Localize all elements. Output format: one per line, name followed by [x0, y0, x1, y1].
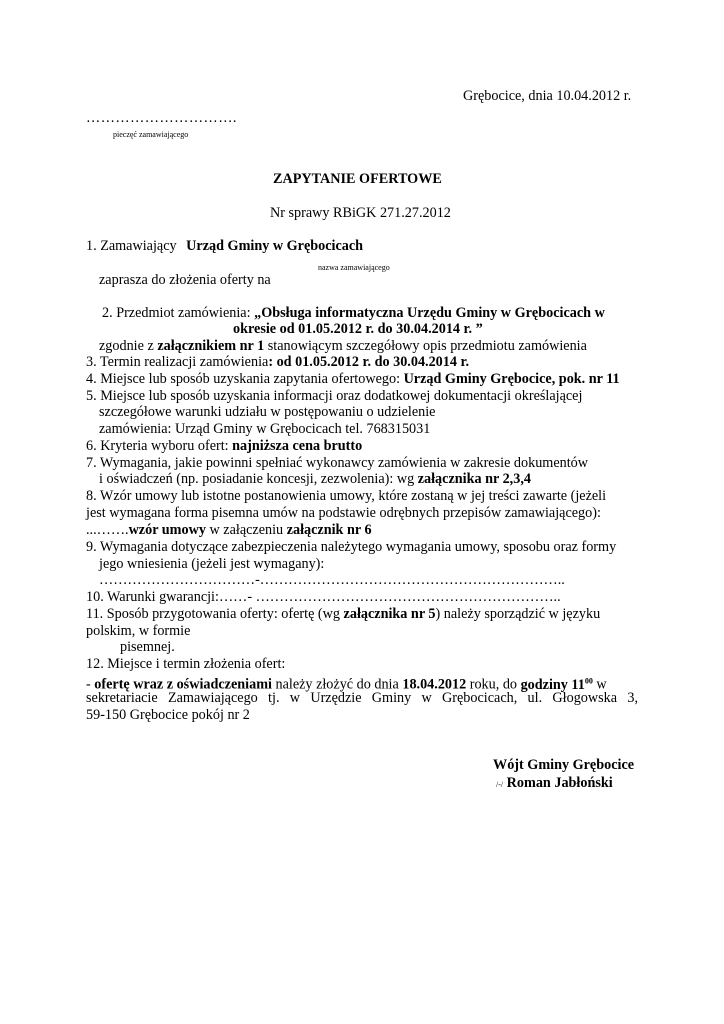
section-11-line-1: 11. Sposób przygotowania oferty: ofertę (wg załącznika nr 5) należy sporządzić w języku — [86, 606, 601, 622]
stamp-dots: …………………………. — [86, 110, 237, 126]
section-12-line-2: sekretariacie Zamawiającego tj. w Urzędzie Gminy w Grębocicach, ul. Głogowska 3, — [86, 690, 638, 706]
section-11-line-2: polskim, w formie — [86, 623, 191, 639]
section-12-line-1: - ofertę wraz z oświadczeniami należy złożyć do dnia 18.04.2012 roku, do godziny $11^{00}$ w — [86, 676, 607, 693]
attachment-5: załącznika nr 5 — [343, 606, 436, 622]
authority-name-caption: nazwa zamawiającego — [318, 263, 390, 272]
signature-mark: /-/ — [496, 780, 504, 789]
document-title: ZAPYTANIE OFERTOWE — [273, 171, 442, 187]
selection-criteria: najniższa cena brutto — [232, 438, 363, 454]
offer-with-declarations: ofertę wraz z oświadczeniami — [94, 676, 272, 693]
section-8-line-1: 8. Wzór umowy lub istotne postanowienia umowy, które zostaną w jej treści zawarte (jeżeli — [86, 488, 607, 504]
section-7-line-2: i oświadczeń (np. posiadanie koncesji, zezwolenia): wg załącznika nr 2,3,4 — [99, 471, 531, 487]
section-5-line-2: szczegółowe warunki udziału w postępowaniu o udzielenie — [99, 404, 436, 420]
case-number: Nr sprawy RBiGK 271.27.2012 — [270, 205, 451, 221]
section-9-line-1: 9. Wymagania dotyczące zabezpieczenia należytego wymagania umowy, sposobu oraz formy — [86, 539, 617, 555]
section-1 — [86, 237, 363, 255]
invite-text: zaprasza do złożenia oferty na — [99, 272, 271, 288]
attachments-2-3-4: załącznika nr 2,3,4 — [417, 471, 531, 487]
signature-title: Wójt Gminy Grębocice — [493, 757, 635, 773]
section-12-label: 12. Miejsce i termin złożenia ofert: — [86, 656, 286, 672]
contracting-authority-name: Urząd Gminy w Grębocicach — [186, 238, 364, 254]
section-4: 4. Miejsce lub sposób uzyskania zapytania ofertowego: Urząd Gminy Grębocice, pok. nr 11 — [86, 371, 620, 387]
stamp-label: pieczęć zamawiającego — [113, 130, 189, 139]
section-2-label: 2. Przedmiot zamówienia: — [102, 305, 255, 321]
section-3: 3. Termin realizacji zamówienia: od 01.05.2012 r. do 30.04.2014 r. — [86, 354, 470, 370]
section-12-line-3: 59-150 Grębocice pokój nr 2 — [86, 707, 250, 723]
section-11-line-3: pisemnej. — [120, 639, 175, 655]
section-9-line-3: ……………………………-……………………………………………………….. — [99, 572, 565, 588]
place-date: Grębocice, dnia 10.04.2012 r. — [463, 88, 632, 104]
section-9-line-2: jego wniesienia (jeżeli jest wymagany): — [99, 556, 325, 572]
signatory-name: Roman Jabłoński — [506, 775, 613, 791]
section-5-line-3: zamówienia: Urząd Gminy w Grębocicach tel. 768315031 — [99, 421, 431, 437]
section-7-line-1: 7. Wymagania, jakie powinni spełniać wykonawcy zamówienia w zakresie dokumentów — [86, 455, 588, 471]
attachment-6: załącznik nr 6 — [286, 522, 372, 538]
section-8-line-2: jest wymagana forma pisemna umów na podstawie odrębnych przepisów zamawiającego): — [86, 505, 601, 521]
realization-period: : od 01.05.2012 r. do 30.04.2014 r. — [268, 354, 470, 370]
inquiry-place: Urząd Gminy Grębocice, pok. nr 11 — [403, 371, 620, 387]
section-6: 6. Kryteria wyboru ofert: najniższa cena brutto — [86, 438, 363, 454]
subject-line-2: okresie od 01.05.2012 r. do 30.04.2014 r. ” — [233, 321, 483, 337]
section-1-label: 1. Zamawiający — [86, 238, 177, 254]
signature-name-line — [496, 774, 613, 794]
section-8-line-3: ...…….wzór umowy w załączeniu załącznik nr 6 — [86, 522, 372, 538]
deadline-date: 18.04.2012 — [402, 676, 467, 693]
section-10: 10. Warunki gwarancji:……- ……………………………………………………….. — [86, 589, 561, 605]
subject-line-1: „Obsługa informatyczna Urzędu Gminy w Grębocicach w — [254, 305, 605, 321]
deadline-hour: godziny $11^{00}$ — [520, 676, 593, 693]
contract-template: wzór umowy — [128, 522, 206, 538]
section-2-attachment: zgodnie z załącznikiem nr 1 stanowiącym szczegółowy opis przedmiotu zamówienia — [99, 338, 587, 354]
section-5-line-1: 5. Miejsce lub sposób uzyskania informacji oraz dodatkowej dokumentacji określającej — [86, 388, 583, 404]
attachment-1: załącznikiem nr 1 — [157, 338, 265, 354]
